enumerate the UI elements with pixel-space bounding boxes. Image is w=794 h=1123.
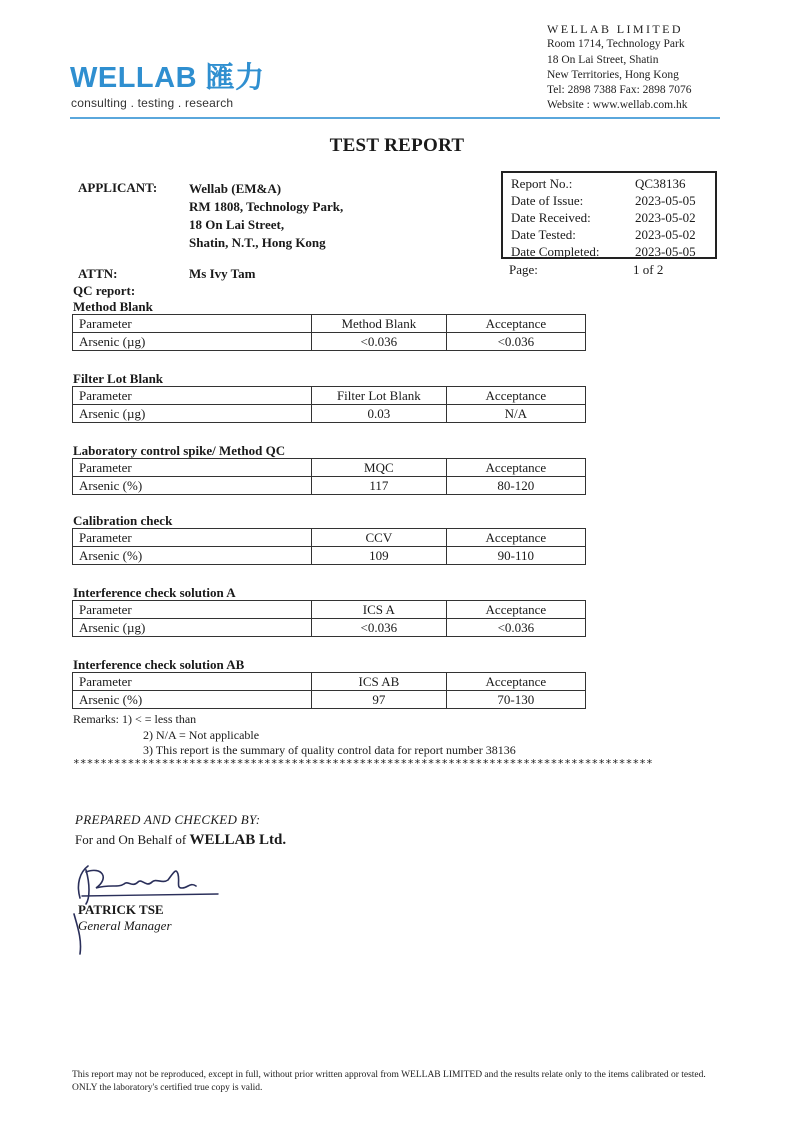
info-key: Date of Issue: <box>511 193 584 208</box>
table-row <box>73 547 586 565</box>
table-cell: Acceptance <box>446 601 585 619</box>
company-name: WELLAB LIMITED <box>547 22 683 36</box>
on-behalf-company: WELLAB Ltd. <box>189 832 287 848</box>
logo-tagline: consulting . testing . research <box>71 96 234 110</box>
remark-line: 2) N/A = Not applicable <box>143 727 260 742</box>
table-cell: Parameter <box>73 315 312 333</box>
table-cell: Parameter <box>73 459 312 477</box>
info-value: 2023-05-02 <box>635 227 696 242</box>
info-key: Report No.: <box>511 176 573 191</box>
report-info-box <box>501 171 717 259</box>
remarks-block <box>73 712 516 759</box>
page-key: Page: <box>509 262 538 277</box>
table-header-row <box>73 315 586 333</box>
info-key: Date Tested: <box>511 227 576 242</box>
section-title-method-blank: Method Blank <box>73 299 153 314</box>
company-address-block <box>547 22 692 114</box>
table-cell: <0.036 <box>311 619 446 637</box>
on-behalf-line <box>75 832 286 849</box>
signer-name: PATRICK TSE <box>78 902 164 917</box>
table-cell: Acceptance <box>446 387 585 405</box>
company-website: Website : www.wellab.com.hk <box>547 99 688 112</box>
address-line: Room 1714, Technology Park <box>547 38 685 51</box>
qc-table-calibration-check <box>72 528 586 565</box>
footer-disclaimer: This report may not be reproduced, except in full, without prior written approval from WELLAB LIMITED and the results relate only to the items calibrated or tested. ONLY the laboratory's certified true copy is valid. <box>72 1070 706 1093</box>
table-cell: Arsenic (%) <box>73 477 312 495</box>
table-cell: <0.036 <box>311 333 446 351</box>
table-cell: Parameter <box>73 529 312 547</box>
table-cell: Acceptance <box>446 529 585 547</box>
table-cell: <0.036 <box>446 333 585 351</box>
address-line: New Territories, Hong Kong <box>547 68 679 81</box>
qc-table-ics-a <box>72 600 586 637</box>
table-cell: N/A <box>446 405 585 423</box>
table-cell: Method Blank <box>311 315 446 333</box>
table-cell: Acceptance <box>446 315 585 333</box>
table-cell: Parameter <box>73 387 312 405</box>
table-cell: 109 <box>312 547 447 565</box>
table-cell: Arsenic (µg) <box>73 333 312 351</box>
table-cell: Arsenic (µg) <box>73 619 312 637</box>
table-row <box>73 619 586 637</box>
table-cell: CCV <box>312 529 447 547</box>
applicant-line: Wellab (EM&A) <box>189 181 282 196</box>
table-cell: ICS AB <box>312 673 447 691</box>
qc-report-label: QC report: <box>73 283 136 298</box>
info-value: QC38136 <box>635 176 686 191</box>
company-contact: Tel: 2898 7388 Fax: 2898 7076 <box>547 84 692 97</box>
prepared-label: PREPARED AND CHECKED BY: <box>75 812 261 827</box>
signer-title: General Manager <box>78 918 172 933</box>
table-row <box>73 691 586 709</box>
applicant-line: Shatin, N.T., Hong Kong <box>189 235 326 250</box>
remark-line: 3) This report is the summary of quality control data for report number 38136 <box>143 743 516 757</box>
table-row <box>73 333 586 351</box>
table-cell: 117 <box>312 477 447 495</box>
table-cell: 70-130 <box>446 691 585 709</box>
attn-value: Ms Ivy Tam <box>189 266 256 281</box>
table-row <box>73 477 586 495</box>
table-cell: 0.03 <box>312 405 447 423</box>
table-cell: Acceptance <box>446 459 585 477</box>
qc-table-ics-ab <box>72 672 586 709</box>
applicant-address <box>189 180 343 252</box>
section-title-ics-ab: Interference check solution AB <box>73 657 245 672</box>
star-divider: ************************************************************************************* <box>73 757 653 770</box>
table-cell: 97 <box>312 691 447 709</box>
table-cell: ICS A <box>311 601 446 619</box>
qc-table-method-blank <box>72 314 586 351</box>
table-cell: 90-110 <box>446 547 585 565</box>
table-cell: Arsenic (µg) <box>73 405 312 423</box>
table-row <box>73 405 586 423</box>
table-cell: Arsenic (%) <box>73 691 312 709</box>
section-title-method-qc: Laboratory control spike/ Method QC <box>73 443 286 458</box>
header-divider <box>70 117 720 119</box>
info-value: 2023-05-02 <box>635 210 696 225</box>
table-header-row <box>73 601 586 619</box>
address-line: 18 On Lai Street, Shatin <box>547 53 659 66</box>
applicant-label: APPLICANT: <box>78 180 158 195</box>
table-header-row <box>73 459 586 477</box>
info-value: 2023-05-05 <box>635 244 696 259</box>
applicant-line: 18 On Lai Street, <box>189 217 285 232</box>
section-title-ics-a: Interference check solution A <box>73 585 236 600</box>
table-header-row <box>73 387 586 405</box>
section-title-calibration-check: Calibration check <box>73 513 173 528</box>
qc-table-filter-lot-blank <box>72 386 586 423</box>
table-cell: Acceptance <box>446 673 585 691</box>
qc-table-method-qc <box>72 458 586 495</box>
page-indicator <box>509 262 709 278</box>
info-value: 2023-05-05 <box>635 193 696 208</box>
table-cell: <0.036 <box>446 619 585 637</box>
remark-line: Remarks: 1) < = less than <box>73 712 197 726</box>
info-key: Date Received: <box>511 210 591 225</box>
section-title-filter-lot-blank: Filter Lot Blank <box>73 371 164 386</box>
attn-label: ATTN: <box>78 266 118 281</box>
table-cell: Parameter <box>73 601 312 619</box>
table-cell: Filter Lot Blank <box>312 387 447 405</box>
applicant-line: RM 1808, Technology Park, <box>189 199 344 214</box>
table-cell: Parameter <box>73 673 312 691</box>
table-header-row <box>73 529 586 547</box>
table-cell: 80-120 <box>446 477 585 495</box>
company-logo: WELLAB 匯力 <box>70 62 265 94</box>
table-cell: MQC <box>312 459 447 477</box>
page-value: 1 of 2 <box>633 262 664 277</box>
on-behalf-prefix: For and On Behalf of <box>75 832 190 847</box>
table-header-row <box>73 673 586 691</box>
info-key: Date Completed: <box>511 244 600 259</box>
report-title: TEST REPORT <box>329 135 465 156</box>
table-cell: Arsenic (%) <box>73 547 312 565</box>
